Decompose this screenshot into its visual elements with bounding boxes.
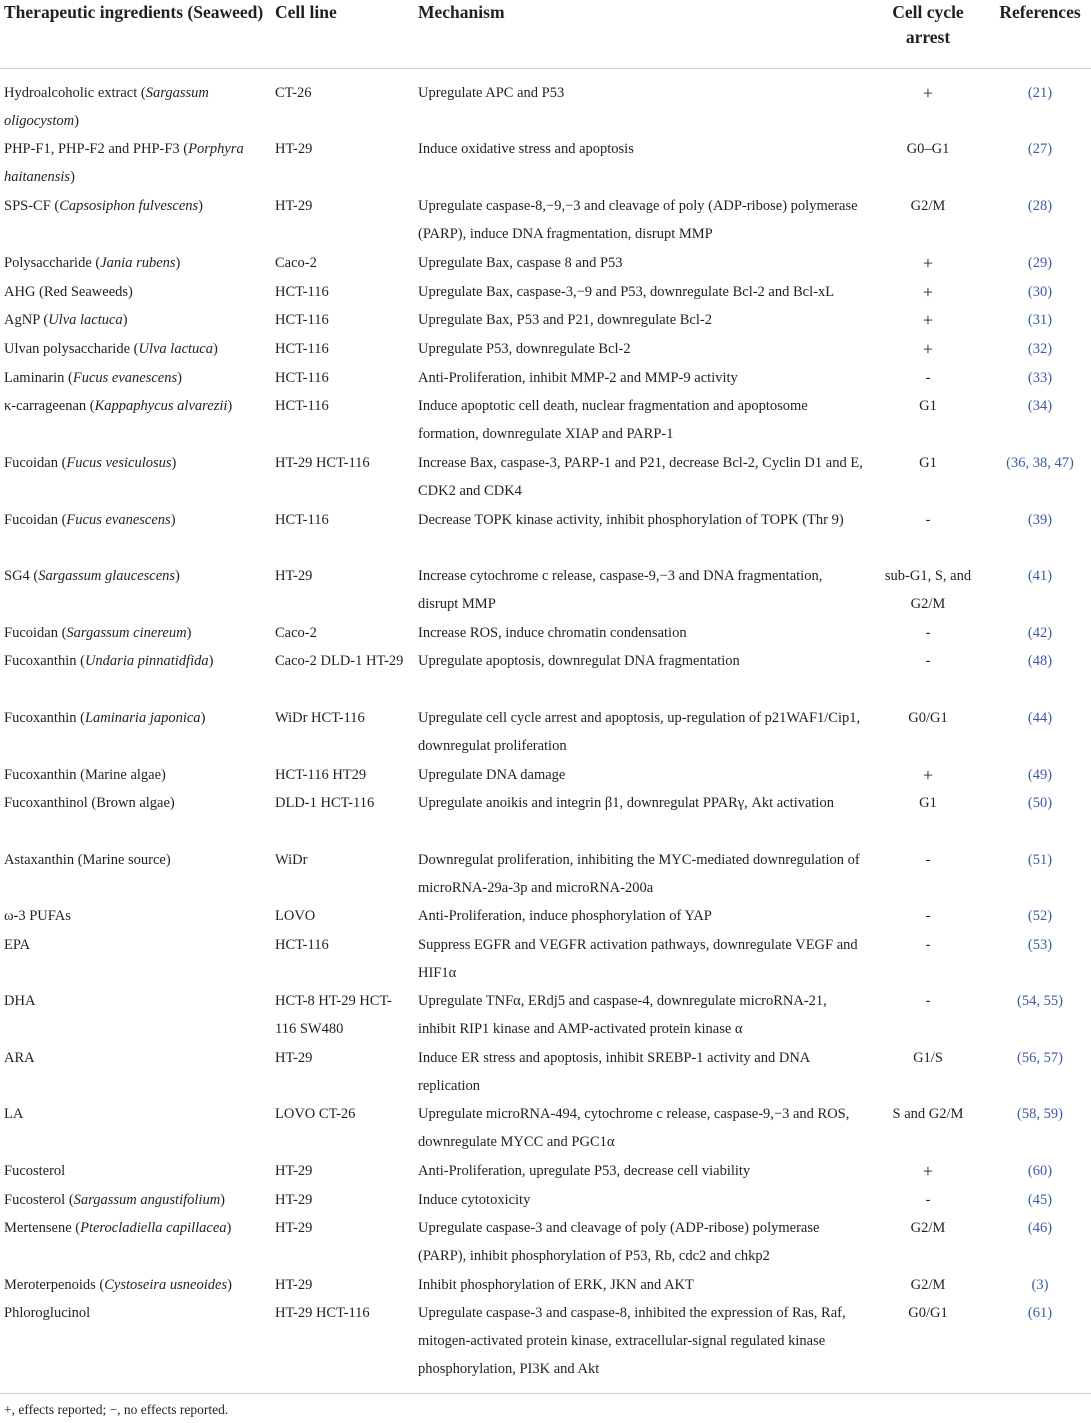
cell-mechanism: Induce cytotoxicity	[418, 1192, 531, 1208]
cell-reference[interactable]: (21)	[1027, 85, 1053, 101]
cell-mechanism: Anti-Proliferation, induce phosphorylation of YAP	[418, 908, 712, 924]
cell-line-value: Caco-2	[275, 625, 317, 641]
header-mechanism: Mechanism	[418, 2, 505, 22]
cell-reference[interactable]: (50)	[1027, 795, 1053, 811]
cell-line-value: DLD-1 HCT-116	[275, 795, 375, 811]
cell-cycle-arrest-value: G1	[919, 455, 937, 471]
cell-line-value: HT-29	[275, 141, 313, 157]
cell-ingredient: SPS-CF (Capsosiphon fulvescens)	[4, 198, 204, 214]
cell-cycle-arrest-value: -	[925, 852, 931, 868]
cell-reference[interactable]: (56, 57)	[1017, 1050, 1063, 1066]
cell-reference[interactable]: (49)	[1027, 767, 1053, 783]
cell-line-value: Caco-2	[275, 255, 317, 271]
cell-cycle-arrest-value: G0/G1	[908, 1305, 948, 1321]
cell-cycle-arrest-value: G2/M	[910, 198, 946, 214]
cell-ingredient: Fucosterol (Sargassum angustifolium)	[4, 1192, 226, 1208]
cell-line-value: HT-29 HCT-116	[275, 455, 370, 471]
cell-cycle-arrest-value: -	[925, 370, 931, 386]
cell-line-value: HT-29	[275, 198, 313, 214]
cell-mechanism: Increase ROS, induce chromatin condensation	[418, 625, 687, 641]
cell-cycle-arrest-value: G1/S	[913, 1050, 943, 1066]
cell-mechanism: Anti-Proliferation, upregulate P53, decrease cell viability	[418, 1163, 751, 1179]
cell-line-value: WiDr HCT-116	[275, 710, 365, 726]
cell-reference[interactable]: (30)	[1027, 284, 1053, 300]
cell-reference[interactable]: (51)	[1027, 852, 1053, 868]
cell-cycle-arrest-value: -	[925, 653, 931, 669]
cell-line-value: HCT-8 HT-29 HCT-116 SW480	[275, 993, 392, 1037]
cell-cycle-arrest-value: +	[922, 83, 934, 103]
cell-reference[interactable]: (34)	[1027, 398, 1053, 414]
cell-mechanism: Anti-Proliferation, inhibit MMP-2 and MMP-9 activity	[418, 370, 738, 386]
cell-ingredient: Polysaccharide (Jania rubens)	[4, 255, 181, 271]
cell-cycle-arrest-value: -	[925, 937, 931, 953]
cell-ingredient: Mertensene (Pterocladiella capillacea)	[4, 1220, 232, 1236]
header-therapeutic-ingredients: Therapeutic ingredients (Seaweed)	[4, 2, 264, 22]
cell-ingredient: SG4 (Sargassum glaucescens)	[4, 568, 180, 584]
cell-reference[interactable]: (61)	[1027, 1305, 1053, 1321]
cell-reference[interactable]: (58, 59)	[1017, 1106, 1063, 1122]
cell-cycle-arrest-value: G1	[919, 398, 937, 414]
cell-cycle-arrest-value: -	[925, 625, 931, 641]
cell-reference[interactable]: (60)	[1027, 1163, 1053, 1179]
cell-mechanism: Increase cytochrome c release, caspase-9,−3 and DNA fragmentation, disrupt MMP	[418, 568, 823, 612]
cell-mechanism: Inhibit phosphorylation of ERK, JKN and AKT	[418, 1277, 694, 1293]
cell-cycle-arrest-value: +	[922, 282, 934, 302]
cell-mechanism: Upregulate DNA damage	[418, 767, 566, 783]
cell-reference[interactable]: (39)	[1027, 512, 1053, 528]
cell-mechanism: Upregulate APC and P53	[418, 85, 565, 101]
cell-mechanism: Upregulate cell cycle arrest and apoptosis, up-regulation of p21WAF1/Cip1, downregulat proliferation	[418, 710, 861, 754]
cell-cycle-arrest-value: +	[922, 339, 934, 359]
cell-ingredient: Ulvan polysaccharide (Ulva lactuca)	[4, 341, 218, 357]
cell-mechanism: Upregulate P53, downregulate Bcl-2	[418, 341, 631, 357]
cell-reference[interactable]: (28)	[1027, 198, 1053, 214]
cell-line-value: HCT-116	[275, 512, 329, 528]
cell-line-value: HT-29	[275, 1163, 313, 1179]
cell-mechanism: Upregulate caspase-3 and cleavage of poly (ADP-ribose) polymerase (PARP), inhibit phosphorylation of P53, Rb, cdc2 and chkp2	[418, 1220, 820, 1264]
cell-line-value: HCT-116	[275, 284, 329, 300]
cell-mechanism: Upregulate microRNA-494, cytochrome c release, caspase-9,−3 and ROS, downregulate MYCC and PGC1α	[418, 1106, 850, 1150]
cell-cycle-arrest-value: G1	[919, 795, 937, 811]
cell-line-value: Caco-2 DLD-1 HT-29	[275, 653, 404, 669]
cell-line-value: HT-29	[275, 1050, 313, 1066]
cell-mechanism: Upregulate caspase-3 and caspase-8, inhibited the expression of Ras, Raf, mitogen-activated protein kinase, extracellular-signal regulated kinase phosphorylation, PI3K and Akt	[418, 1305, 846, 1377]
cell-reference[interactable]: (32)	[1027, 341, 1053, 357]
cell-ingredient: Hydroalcoholic extract (Sargassum oligocystom)	[4, 85, 209, 129]
cell-cycle-arrest-value: +	[922, 310, 934, 330]
cell-ingredient: Fucosterol	[4, 1163, 66, 1179]
cell-line-value: HCT-116	[275, 312, 329, 328]
cell-reference[interactable]: (41)	[1027, 568, 1053, 584]
cell-line-value: HCT-116	[275, 370, 329, 386]
footer-divider	[0, 1393, 1091, 1394]
cell-ingredient: κ-carrageenan (Kappaphycus alvarezii)	[4, 398, 233, 414]
cell-reference[interactable]: (36, 38, 47)	[1006, 455, 1074, 471]
cell-reference[interactable]: (29)	[1027, 255, 1053, 271]
cell-reference[interactable]: (33)	[1027, 370, 1053, 386]
cell-cycle-arrest-value: G0/G1	[908, 710, 948, 726]
cell-mechanism: Upregulate Bax, caspase 8 and P53	[418, 255, 623, 271]
cell-reference[interactable]: (42)	[1027, 625, 1053, 641]
cell-ingredient: Meroterpenoids (Cystoseira usneoides)	[4, 1277, 232, 1293]
cell-mechanism: Upregulate caspase-8,−9,−3 and cleavage of poly (ADP-ribose) polymerase (PARP), induce DNA fragmentation, disrupt MMP	[418, 198, 858, 242]
cell-mechanism: Upregulate Bax, caspase-3,−9 and P53, downregulate Bcl-2 and Bcl-xL	[418, 284, 835, 300]
cell-ingredient: Laminarin (Fucus evanescens)	[4, 370, 182, 386]
cell-ingredient: Astaxanthin (Marine source)	[4, 852, 171, 868]
cell-mechanism: Induce ER stress and apoptosis, inhibit SREBP-1 activity and DNA replication	[418, 1050, 810, 1094]
cell-cycle-arrest-value: -	[925, 1192, 931, 1208]
cell-mechanism: Increase Bax, caspase-3, PARP-1 and P21, decrease Bcl-2, Cyclin D1 and E, CDK2 and CDK4	[418, 455, 863, 499]
cell-ingredient: ARA	[4, 1050, 35, 1066]
cell-ingredient: AgNP (Ulva lactuca)	[4, 312, 128, 328]
cell-ingredient: EPA	[4, 937, 31, 953]
cell-ingredient: AHG (Red Seaweeds)	[4, 284, 133, 300]
cell-reference[interactable]: (46)	[1027, 1220, 1053, 1236]
cell-mechanism: Induce apoptotic cell death, nuclear fragmentation and apoptosome formation, downregulate XIAP and PARP-1	[418, 398, 808, 442]
header-cell-cycle-arrest: Cell cycle arrest	[892, 2, 964, 47]
cell-line-value: HT-29	[275, 1192, 313, 1208]
cell-reference[interactable]: (53)	[1027, 937, 1053, 953]
cell-mechanism: Induce oxidative stress and apoptosis	[418, 141, 634, 157]
cell-ingredient: Fucoxanthin (Marine algae)	[4, 767, 166, 783]
header-references: References	[999, 2, 1081, 22]
cell-line-value: HT-29	[275, 568, 313, 584]
cell-line-value: LOVO CT-26	[275, 1106, 356, 1122]
cell-mechanism: Suppress EGFR and VEGFR activation pathways, downregulate VEGF and HIF1α	[418, 937, 858, 981]
cell-ingredient: ω-3 PUFAs	[4, 908, 71, 924]
cell-line-value: HCT-116	[275, 937, 329, 953]
header-cell-line: Cell line	[275, 2, 337, 22]
cell-ingredient: DHA	[4, 993, 36, 1009]
cell-reference[interactable]: (31)	[1027, 312, 1053, 328]
cell-ingredient: Fucoidan (Fucus vesiculosus)	[4, 455, 177, 471]
cell-line-value: HCT-116	[275, 341, 329, 357]
cell-ingredient: Fucoidan (Sargassum cinereum)	[4, 625, 192, 641]
cell-cycle-arrest-value: G2/M	[910, 1220, 946, 1236]
cell-line-value: WiDr	[275, 852, 308, 868]
cell-ingredient: Fucoxanthinol (Brown algae)	[4, 795, 175, 811]
cell-ingredient: Fucoxanthin (Laminaria japonica)	[4, 710, 206, 726]
cell-line-value: CT-26	[275, 85, 312, 101]
cell-line-value: LOVO	[275, 908, 316, 924]
cell-reference[interactable]: (45)	[1027, 1192, 1053, 1208]
cell-cycle-arrest-value: S and G2/M	[892, 1106, 964, 1122]
cell-ingredient: Phloroglucinol	[4, 1305, 91, 1321]
cell-reference[interactable]: (27)	[1027, 141, 1053, 157]
cell-reference[interactable]: (54, 55)	[1017, 993, 1063, 1009]
cell-mechanism: Upregulate anoikis and integrin β1, downregulat PPARγ, Akt activation	[418, 795, 834, 811]
cell-line-value: HCT-116 HT29	[275, 767, 367, 783]
table-footnote: +, effects reported; −, no effects reported.	[4, 1402, 229, 1417]
cell-mechanism: Upregulate TNFα, ERdj5 and caspase-4, downregulate microRNA-21, inhibit RIP1 kinase and AMP-activated protein kinase α	[418, 993, 827, 1037]
cell-line-value: HT-29	[275, 1220, 313, 1236]
cell-ingredient: LA	[4, 1106, 24, 1122]
cell-reference[interactable]: (48)	[1027, 653, 1053, 669]
cell-line-value: HT-29	[275, 1277, 313, 1293]
cell-cycle-arrest-value: -	[925, 993, 931, 1009]
cell-mechanism: Upregulate apoptosis, downregulat DNA fragmentation	[418, 653, 740, 669]
cell-mechanism: Upregulate Bax, P53 and P21, downregulate Bcl-2	[418, 312, 712, 328]
cell-cycle-arrest-value: sub-G1, S, and G2/M	[884, 568, 972, 612]
cell-ingredient: PHP-F1, PHP-F2 and PHP-F3 (Porphyra haitanensis)	[4, 141, 244, 185]
cell-ingredient: Fucoxanthin (Undaria pinnatidfida)	[4, 653, 214, 669]
cell-cycle-arrest-value: G2/M	[910, 1277, 946, 1293]
cell-line-value: HT-29 HCT-116	[275, 1305, 370, 1321]
cell-mechanism: Decrease TOPK kinase activity, inhibit phosphorylation of TOPK (Thr 9)	[418, 512, 844, 528]
cell-reference[interactable]: (3)	[1031, 1277, 1049, 1293]
cell-cycle-arrest-value: -	[925, 512, 931, 528]
cell-reference[interactable]: (44)	[1027, 710, 1053, 726]
cell-cycle-arrest-value: +	[922, 253, 934, 273]
cell-reference[interactable]: (52)	[1027, 908, 1053, 924]
cell-line-value: HCT-116	[275, 398, 329, 414]
cell-cycle-arrest-value: G0–G1	[906, 141, 950, 157]
cell-mechanism: Downregulat proliferation, inhibiting the MYC-mediated downregulation of microRNA-29a-3p and microRNA-200a	[418, 852, 860, 896]
cell-cycle-arrest-value: +	[922, 1161, 934, 1181]
cell-ingredient: Fucoidan (Fucus evanescens)	[4, 512, 176, 528]
table-header	[0, 0, 1091, 69]
cell-cycle-arrest-value: -	[925, 908, 931, 924]
cell-cycle-arrest-value: +	[922, 765, 934, 785]
